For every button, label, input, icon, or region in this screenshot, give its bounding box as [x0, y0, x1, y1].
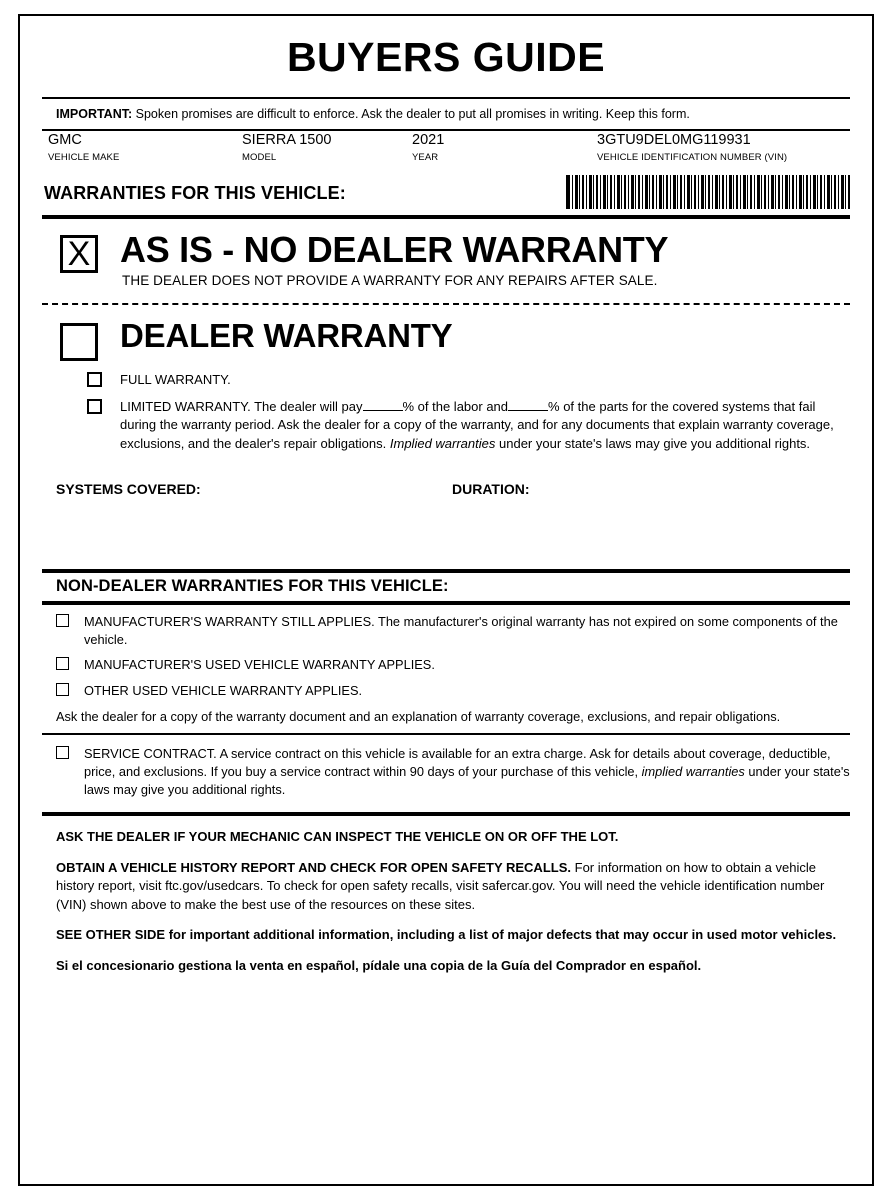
service-contract-checkbox[interactable] — [56, 746, 69, 759]
vin-barcode — [566, 175, 850, 209]
footer-history — [42, 859, 850, 914]
divider-warranties — [42, 215, 850, 219]
dealer-warranty-section — [42, 317, 850, 371]
full-warranty-label: FULL WARRANTY. — [120, 372, 231, 388]
service-contract-text-1: SERVICE CONTRACT. A service contract on this vehicle is available for an extra charge. Ask for details about coverage, deductible, price, and exclusions. If you buy a service contract within 90 days of your purchase of this vehicle, — [84, 746, 831, 780]
non-dealer-heading: NON-DEALER WARRANTIES FOR THIS VEHICLE: — [56, 577, 449, 596]
divider-service-contract — [42, 733, 850, 735]
footer-other-side-bold: SEE OTHER SIDE — [56, 927, 166, 943]
limited-warranty-italic: Implied warranties — [389, 435, 496, 451]
divider-dashed — [42, 303, 850, 305]
vehicle-year-value: 2021 — [412, 132, 445, 149]
as-is-section — [42, 229, 850, 297]
divider-nondealer-bottom — [42, 601, 850, 605]
vehicle-model — [242, 133, 331, 163]
systems-duration-row — [42, 481, 850, 507]
divider-footer — [42, 812, 850, 816]
limited-warranty-item — [42, 398, 850, 453]
footer-inspect — [42, 828, 850, 846]
vehicle-make — [48, 133, 119, 163]
service-contract-italic: implied warranties — [641, 764, 745, 780]
systems-covered-label: SYSTEMS COVERED: — [56, 481, 201, 498]
full-warranty-item — [42, 371, 850, 389]
nd-item-other-warranty — [42, 682, 850, 700]
service-contract-item — [42, 745, 850, 798]
systems-fill-area — [42, 507, 850, 569]
as-is-checkbox[interactable]: X — [60, 235, 98, 273]
full-warranty-checkbox[interactable] — [87, 372, 102, 387]
limited-warranty-text-1: LIMITED WARRANTY. The dealer will pay — [120, 398, 363, 414]
as-is-subtitle: THE DEALER DOES NOT PROVIDE A WARRANTY FOR ANY REPAIRS AFTER SALE. — [122, 273, 658, 289]
vehicle-make-value: GMC — [48, 132, 82, 149]
limited-warranty-text-3: % of the parts for the covered systems that fail during the warranty period. Ask the dealer for a copy of the warranty, and for any documents that explain warranty coverage, exclusions, and the dealer's repair obligations. — [120, 398, 834, 451]
footer-other-side-text: for important additional information, including a list of major defects that may occur in used motor vehicles. — [168, 927, 837, 943]
form-content — [42, 36, 850, 987]
divider-important — [42, 129, 850, 131]
footer-history-text: For information on how to obtain a vehicle history report, visit ftc.gov/usedcars. To check for open safety recalls, visit safercar.gov. You will need the vehicle identification number (VIN) shown above to make the best use of the resources on these sites. — [56, 859, 825, 912]
dealer-warranty-checkbox[interactable] — [60, 323, 98, 361]
nd-other-warranty-label: OTHER USED VEHICLE WARRANTY APPLIES. — [84, 683, 363, 699]
nd-item-manufacturer-warranty — [42, 613, 850, 648]
vehicle-year-label: YEAR — [412, 152, 439, 164]
page-title: BUYERS GUIDE — [286, 34, 606, 80]
nd-other-warranty-checkbox[interactable] — [56, 683, 69, 696]
vehicle-vin — [597, 133, 787, 163]
nd-used-vehicle-warranty-label: MANUFACTURER'S USED VEHICLE WARRANTY APPLIES. — [84, 657, 435, 673]
vehicle-make-label: VEHICLE MAKE — [48, 152, 120, 164]
important-notice — [42, 99, 850, 129]
spacer — [42, 804, 850, 812]
nd-manufacturer-warranty-label: MANUFACTURER'S WARRANTY STILL APPLIES. The manufacturer's original warranty has not expired on some components of the vehicle. — [84, 614, 838, 647]
nd-manufacturer-warranty-checkbox[interactable] — [56, 614, 69, 627]
footer-other-side — [42, 926, 850, 944]
vehicle-vin-label: VEHICLE IDENTIFICATION NUMBER (VIN) — [597, 152, 788, 164]
footer-inspect-text: ASK THE DEALER IF YOUR MECHANIC CAN INSPECT THE VEHICLE ON OR OFF THE LOT. — [56, 829, 619, 845]
nd-used-vehicle-warranty-checkbox[interactable] — [56, 657, 69, 670]
vehicle-info — [42, 133, 850, 181]
vehicle-year — [412, 133, 444, 163]
vehicle-model-value: SIERRA 1500 — [242, 132, 332, 149]
vehicle-vin-value: 3GTU9DEL0MG119931 — [597, 132, 751, 149]
limited-warranty-text-2: % of the labor and — [402, 398, 509, 414]
footer-spanish — [42, 957, 850, 975]
warranties-header-row — [42, 181, 850, 215]
non-dealer-note: Ask the dealer for a copy of the warranty document and an explanation of warranty coverage, exclusions, and repair obligations. — [56, 708, 781, 724]
nd-item-used-vehicle-warranty — [42, 656, 850, 674]
vehicle-model-label: MODEL — [242, 152, 277, 164]
footer-history-bold: OBTAIN A VEHICLE HISTORY REPORT AND CHECK FOR OPEN SAFETY RECALLS. — [56, 859, 571, 875]
duration-label: DURATION: — [452, 481, 530, 498]
important-label: IMPORTANT: — [56, 107, 133, 122]
limited-warranty-checkbox[interactable] — [87, 399, 102, 414]
dealer-warranty-title: DEALER WARRANTY — [120, 317, 453, 355]
footer-spanish-text: Si el concesionario gestiona la venta en español, pídale una copia de la Guía del Comprador en español. — [56, 957, 702, 973]
parts-percent-blank[interactable] — [508, 398, 548, 411]
limited-warranty-text-4: under your state's laws may give you additional rights. — [499, 435, 811, 451]
service-contract-text-2: under your state's laws may give you additional rights. — [84, 764, 850, 797]
important-text: Spoken promises are difficult to enforce. Ask the dealer to put all promises in writing. Keep this form. — [135, 107, 690, 122]
labor-percent-blank[interactable] — [363, 398, 403, 411]
as-is-title: AS IS - NO DEALER WARRANTY — [120, 229, 669, 271]
warranties-heading: WARRANTIES FOR THIS VEHICLE: — [44, 183, 346, 204]
